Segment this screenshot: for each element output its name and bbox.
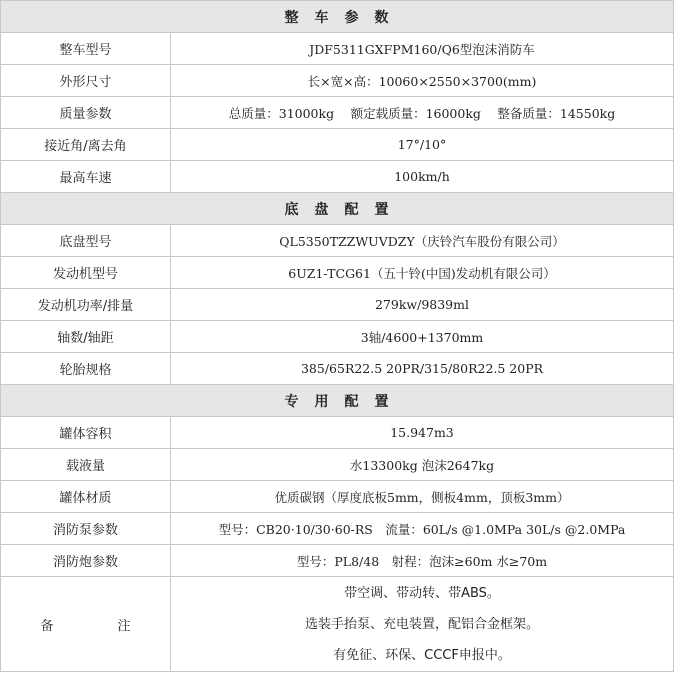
row-value: 6UZ1-TCG61（五十铃(中国)发动机有限公司） (171, 257, 674, 289)
row-value: 型号：PL8/48 射程：泡沫≥60m 水≥70m (171, 545, 674, 577)
row-label: 接近角/离去角 (1, 129, 171, 161)
row-label: 最高车速 (1, 161, 171, 193)
row-value: 17°/10° (171, 129, 674, 161)
row-value: 15.947m3 (171, 417, 674, 449)
table-row (1, 65, 674, 97)
row-label: 整车型号 (1, 33, 171, 65)
row-value: 385/65R22.5 20PR/315/80R22.5 20PR (171, 353, 674, 385)
row-label: 载液量 (1, 449, 171, 481)
table-row (1, 129, 674, 161)
row-value: 总质量：31000kg 额定载质量：16000kg 整备质量：14550kg (171, 97, 674, 129)
table-row (1, 257, 674, 289)
row-value: QL5350TZZWUVDZY（庆铃汽车股份有限公司） (171, 225, 674, 257)
row-value: 279kw/9839ml (171, 289, 674, 321)
row-label: 轮胎规格 (1, 353, 171, 385)
table-row (1, 321, 674, 353)
notes-value (171, 577, 674, 672)
notes-row (1, 577, 674, 672)
row-label: 底盘型号 (1, 225, 171, 257)
table-row (1, 289, 674, 321)
row-label: 外形尺寸 (1, 65, 171, 97)
row-value: JDF5311GXFPM160/Q6型泡沫消防车 (171, 33, 674, 65)
table-row (1, 449, 674, 481)
section-chassis-header (1, 193, 674, 225)
row-value: 100km/h (171, 161, 674, 193)
note-line: 带空调、带动转、带ABS。 (344, 585, 500, 601)
notes-label (1, 577, 171, 672)
notes-label-text: 备 注 (40, 618, 131, 634)
table-row (1, 353, 674, 385)
section-title: 底 盘 配 置 (1, 193, 674, 225)
table-row (1, 417, 674, 449)
row-label: 发动机型号 (1, 257, 171, 289)
row-label: 罐体容积 (1, 417, 171, 449)
table-row (1, 481, 674, 513)
row-label: 消防泵参数 (1, 513, 171, 545)
table-row (1, 545, 674, 577)
row-value: 水13300kg 泡沫2647kg (171, 449, 674, 481)
table-row (1, 225, 674, 257)
row-label: 消防炮参数 (1, 545, 171, 577)
row-value: 型号：CB20·10/30·60-RS 流量：60L/s @1.0MPa 30L/s @2.0MPa (171, 513, 674, 545)
row-label: 轴数/轴距 (1, 321, 171, 353)
table-row (1, 97, 674, 129)
row-label: 质量参数 (1, 97, 171, 129)
table-row (1, 513, 674, 545)
row-value: 优质碳钢（厚度底板5mm，侧板4mm，顶板3mm） (171, 481, 674, 513)
row-value: 长×宽×高：10060×2550×3700(mm) (171, 65, 674, 97)
section-title: 整 车 参 数 (1, 1, 674, 33)
note-line: 选装手抬泵、充电装置，配铝合金框架。 (304, 616, 539, 632)
note-line: 有免征、环保、CCCF申报中。 (333, 647, 511, 663)
table-row (1, 33, 674, 65)
section-title: 专 用 配 置 (1, 385, 674, 417)
row-value: 3轴/4600+1370mm (171, 321, 674, 353)
section-vehicle-header (1, 1, 674, 33)
section-special-header (1, 385, 674, 417)
row-label: 发动机功率/排量 (1, 289, 171, 321)
row-label: 罐体材质 (1, 481, 171, 513)
table-row (1, 161, 674, 193)
